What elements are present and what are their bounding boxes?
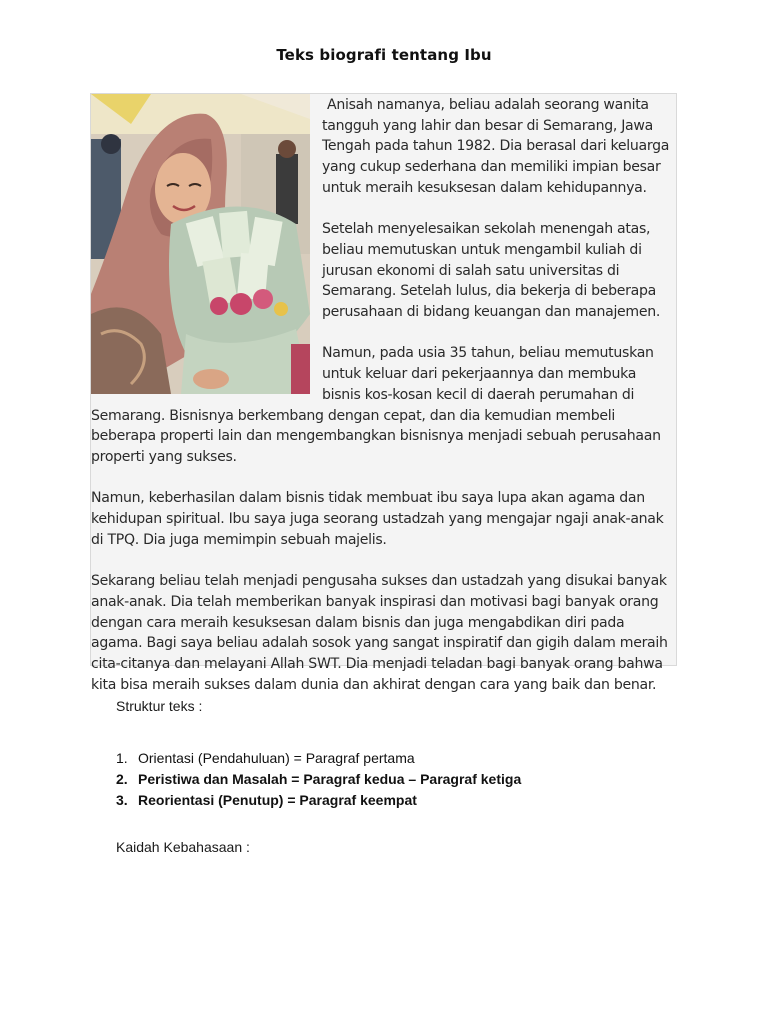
struktur-item-3 xyxy=(116,790,521,811)
photo-woman-with-bouquet xyxy=(91,94,310,394)
struktur-item-1 xyxy=(116,748,521,769)
struktur-item-number: 3. xyxy=(116,792,128,808)
bio-paragraph-5: Sekarang beliau telah menjadi pengusaha sukses dan ustadzah yang disukai banyak anak-anak. Dia telah memberikan banyak inspirasi dan motivasi bagi banyak orang dengan cara meraih kesuksesan dalam bisnis dan juga mengabdikan diri pada agama. Bagi saya beliau adalah sosok yang sangat inspiratif dan gigih dalam meraih cita-citanya dan melayani Allah SWT. Dia menjadi teladan bagi banyak orang bahwa kita bisa meraih sukses dalam dunia dan akhirat dengan cara yang baik dan benar. xyxy=(91,573,668,693)
biography-box xyxy=(90,93,677,693)
struktur-item-2 xyxy=(116,769,521,790)
struktur-item-text: Reorientasi (Penutup) = Paragraf keempat xyxy=(138,792,417,808)
bio-paragraph-3: Namun, pada usia 35 tahun, beliau memutuskan untuk keluar dari pekerjaannya dan membuka bisnis kos-kosan kecil di daerah perumahan di Semarang. Bisnisnya berkembang dengan cepat, dan dia kemudian membeli beberapa properti lain dan mengembangkan bisnisnya menjadi sebuah perusahaan properti yang sukses. xyxy=(91,345,661,465)
document-title: Teks biografi tentang Ibu xyxy=(276,46,492,64)
bio-paragraph-2: Setelah menyelesaikan sekolah menengah atas, beliau memutuskan untuk mengambil kuliah di jurusan ekonomi di salah satu universitas di Semarang. Setelah lulus, dia bekerja di beberapa perusahaan di bidang keuangan dan manajemen. xyxy=(322,221,661,321)
biography-text xyxy=(91,94,678,716)
struktur-item-number: 1. xyxy=(116,750,128,766)
struktur-item-text: Peristiwa dan Masalah = Paragraf kedua – Paragraf ketiga xyxy=(138,771,522,787)
struktur-label: Struktur teks : xyxy=(116,698,203,714)
bio-paragraph-1: Anisah namanya, beliau adalah seorang wanita tangguh yang lahir dan besar di Semarang, Jawa Tengah pada tahun 1982. Dia berasal dari keluarga yang cukup sederhana dan memiliki impian besar untuk meraih kesuksesan dalam kehidupannya. xyxy=(322,97,670,196)
bio-paragraph-4: Namun, keberhasilan dalam bisnis tidak membuat ibu saya lupa akan agama dan kehidupan spiritual. Ibu saya juga seorang ustadzah yang mengajar ngaji anak-anak di TPQ. Dia juga memimpin sebuah majelis. xyxy=(91,490,664,548)
struktur-list xyxy=(116,748,521,811)
kaidah-label: Kaidah Kebahasaan : xyxy=(116,839,250,855)
struktur-item-text: Orientasi (Pendahuluan) = Paragraf pertama xyxy=(138,750,415,766)
struktur-item-number: 2. xyxy=(116,771,128,787)
